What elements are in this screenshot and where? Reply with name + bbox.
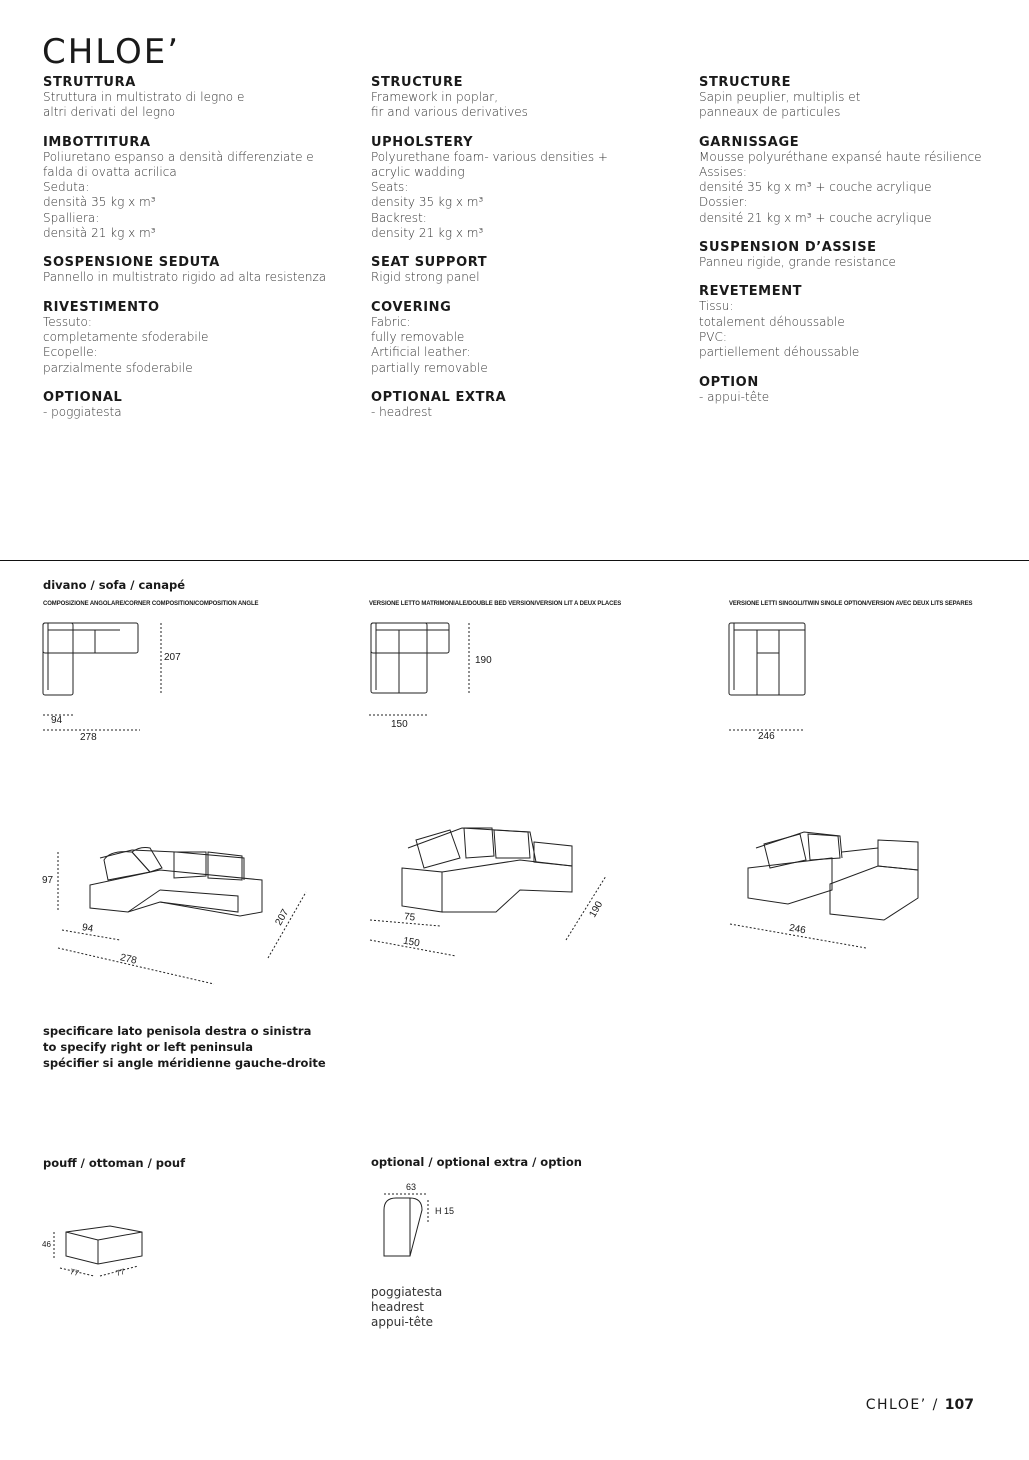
spec-line: Poliuretano espanso a densità differenziate e: [43, 149, 314, 164]
spec-line: Backrest:: [371, 210, 427, 225]
spec-line: completamente sfoderabile: [43, 329, 209, 344]
footer-title: CHLOE’ /: [865, 1397, 939, 1413]
dimension-label: 94: [51, 715, 63, 726]
dimension-label: 278: [80, 732, 97, 743]
dimension-label: 77: [115, 1267, 126, 1278]
spec-line: Ecopelle:: [43, 345, 98, 360]
dimension-label: 97: [42, 875, 54, 886]
dimension-label: 246: [788, 922, 807, 937]
headrest-name: headrest: [371, 1300, 424, 1314]
spec-section: [371, 75, 671, 121]
spec-line: Panneu rigide, grande resistance: [699, 255, 896, 270]
spec-line: panneaux de particules: [699, 105, 841, 120]
section-heading: UPHOLSTERY: [371, 134, 474, 150]
pouf-drawing: [54, 1226, 142, 1276]
dimension-label: 94: [81, 922, 94, 935]
spec-section: [43, 300, 343, 376]
dimension-label: 77: [69, 1267, 80, 1278]
spec-line: totalement déhoussable: [699, 314, 845, 329]
spec-line: Pannello in multistrato rigido ad alta resistenza: [43, 270, 327, 285]
spec-line: partially removable: [371, 360, 488, 375]
section-heading: RIVESTIMENTO: [43, 299, 160, 315]
spec-line: altri derivati del legno: [43, 105, 176, 120]
page-footer: [866, 1397, 974, 1413]
headrest-name: appui-tête: [371, 1315, 434, 1329]
spec-section: [371, 255, 671, 285]
headrest-name: poggiatesta: [371, 1285, 443, 1299]
pouf-section-label: pouff / ottoman / pouf: [43, 1156, 186, 1170]
section-heading: REVETEMENT: [699, 284, 803, 300]
corner-perspective-drawing: [58, 848, 306, 985]
spec-line: parzialmente sfoderabile: [43, 360, 193, 375]
dimension-label: 207: [273, 907, 292, 928]
twin-perspective-drawing: [730, 832, 918, 948]
section-heading: GARNISSAGE: [699, 134, 800, 150]
note-line: to specify right or left peninsula: [43, 1040, 253, 1054]
column-italian: [43, 75, 343, 434]
headrest-names: [371, 1285, 442, 1330]
section-heading: STRUTTURA: [43, 75, 136, 90]
section-heading: OPTION: [699, 374, 759, 390]
section-heading: STRUCTURE: [371, 75, 464, 90]
section-heading: SOSPENSIONE SEDUTA: [43, 255, 220, 271]
dimension-label: 150: [391, 719, 408, 730]
spec-line: Dossier:: [699, 195, 748, 210]
spec-section: [699, 240, 999, 270]
spec-line: Tessuto:: [43, 314, 92, 329]
spec-line: Artificial leather:: [371, 345, 471, 360]
spec-line: Mousse polyuréthane expansé haute résilience: [699, 149, 982, 164]
spec-line: Seats:: [371, 180, 409, 195]
spec-line: densità 21 kg x m³: [43, 226, 156, 241]
spec-line: fir and various derivatives: [371, 105, 528, 120]
spec-line: Struttura in multistrato di legno e: [43, 90, 245, 104]
spec-line: Framework in poplar,: [371, 90, 499, 104]
spec-section: [43, 135, 343, 242]
section-heading: COVERING: [371, 299, 452, 315]
spec-line: Rigid strong panel: [371, 270, 480, 285]
dimension-label: 190: [587, 899, 606, 920]
spec-section: [699, 284, 999, 360]
spec-section: [371, 300, 671, 376]
spec-line: Assises:: [699, 164, 747, 179]
double-bed-plan-drawing: [369, 623, 469, 715]
spec-line: Seduta:: [43, 180, 90, 195]
page-title: CHLOE’: [42, 32, 181, 72]
spec-line: Tissu:: [699, 299, 734, 314]
spec-section: [371, 390, 671, 420]
section-heading: SEAT SUPPORT: [371, 255, 488, 271]
spec-section: [43, 75, 343, 121]
spec-line: - headrest: [371, 404, 433, 419]
spec-line: Fabric:: [371, 314, 411, 329]
spec-line: density 35 kg x m³: [371, 195, 484, 210]
spec-line: falda di ovatta acrilica: [43, 164, 177, 179]
dimension-label: 190: [475, 655, 492, 666]
dimension-label: 246: [758, 731, 775, 742]
double-bed-caption: VERSIONE LETTO MATRIMONIALE/DOUBLE BED VERSION/VERSION LIT A DEUX PLACES: [369, 601, 622, 607]
spec-line: density 21 kg x m³: [371, 226, 484, 241]
dimension-label: 46: [42, 1240, 51, 1249]
spec-line: fully removable: [371, 329, 465, 344]
sofa-section-label: divano / sofa / canapé: [43, 578, 185, 592]
spec-section: [699, 135, 999, 226]
section-divider: [0, 560, 1029, 561]
spec-section: [43, 390, 343, 420]
section-heading: IMBOTTITURA: [43, 134, 151, 150]
optional-section-label: optional / optional extra / option: [371, 1155, 582, 1169]
dimension-label: H 15: [435, 1206, 455, 1216]
dimension-label: 63: [406, 1182, 417, 1192]
headrest-drawing: [384, 1194, 428, 1256]
twin-plan-drawing: [729, 623, 805, 730]
spec-line: acrylic wadding: [371, 164, 465, 179]
spec-line: - appui-tête: [699, 389, 770, 404]
section-heading: OPTIONAL EXTRA: [371, 389, 507, 405]
spec-line: densité 35 kg x m³ + couche acrylique: [699, 180, 932, 195]
spec-line: PVC:: [699, 329, 727, 344]
twin-caption: VERSIONE LETTI SINGOLI/TWIN SINGLE OPTION/VERSION AVEC DEUX LITS SEPARES: [729, 601, 973, 607]
dimension-label: 278: [118, 952, 138, 967]
spec-line: partiellement déhoussable: [699, 345, 860, 360]
spec-section: [371, 135, 671, 242]
spec-line: densité 21 kg x m³ + couche acrylique: [699, 210, 932, 225]
spec-line: - poggiatesta: [43, 404, 122, 419]
spec-line: Sapin peuplier, multiplis et: [699, 90, 861, 104]
dimension-label: 207: [164, 652, 181, 663]
spec-section: [699, 375, 999, 405]
peninsula-note: [43, 1023, 326, 1071]
spec-section: [43, 255, 343, 285]
dimension-label: 75: [403, 911, 416, 924]
column-french: [699, 75, 999, 419]
spec-line: densità 35 kg x m³: [43, 195, 156, 210]
page-number: 107: [944, 1397, 974, 1413]
column-english: [371, 75, 671, 434]
note-line: spécifier si angle méridienne gauche-droite: [43, 1056, 326, 1070]
section-heading: OPTIONAL: [43, 389, 123, 405]
dimension-label: 150: [402, 935, 421, 950]
corner-plan-drawing: [43, 623, 161, 730]
spec-line: Spalliera:: [43, 210, 100, 225]
section-heading: SUSPENSION D’ASSISE: [699, 240, 877, 256]
spec-line: Polyurethane foam- various densities +: [371, 149, 608, 164]
section-heading: STRUCTURE: [699, 75, 792, 90]
note-line: specificare lato penisola destra o sinistra: [43, 1024, 312, 1038]
spec-section: [699, 75, 999, 121]
corner-caption: COMPOSIZIONE ANGOLARE/CORNER COMPOSITION/COMPOSITION ANGLE: [43, 601, 259, 607]
